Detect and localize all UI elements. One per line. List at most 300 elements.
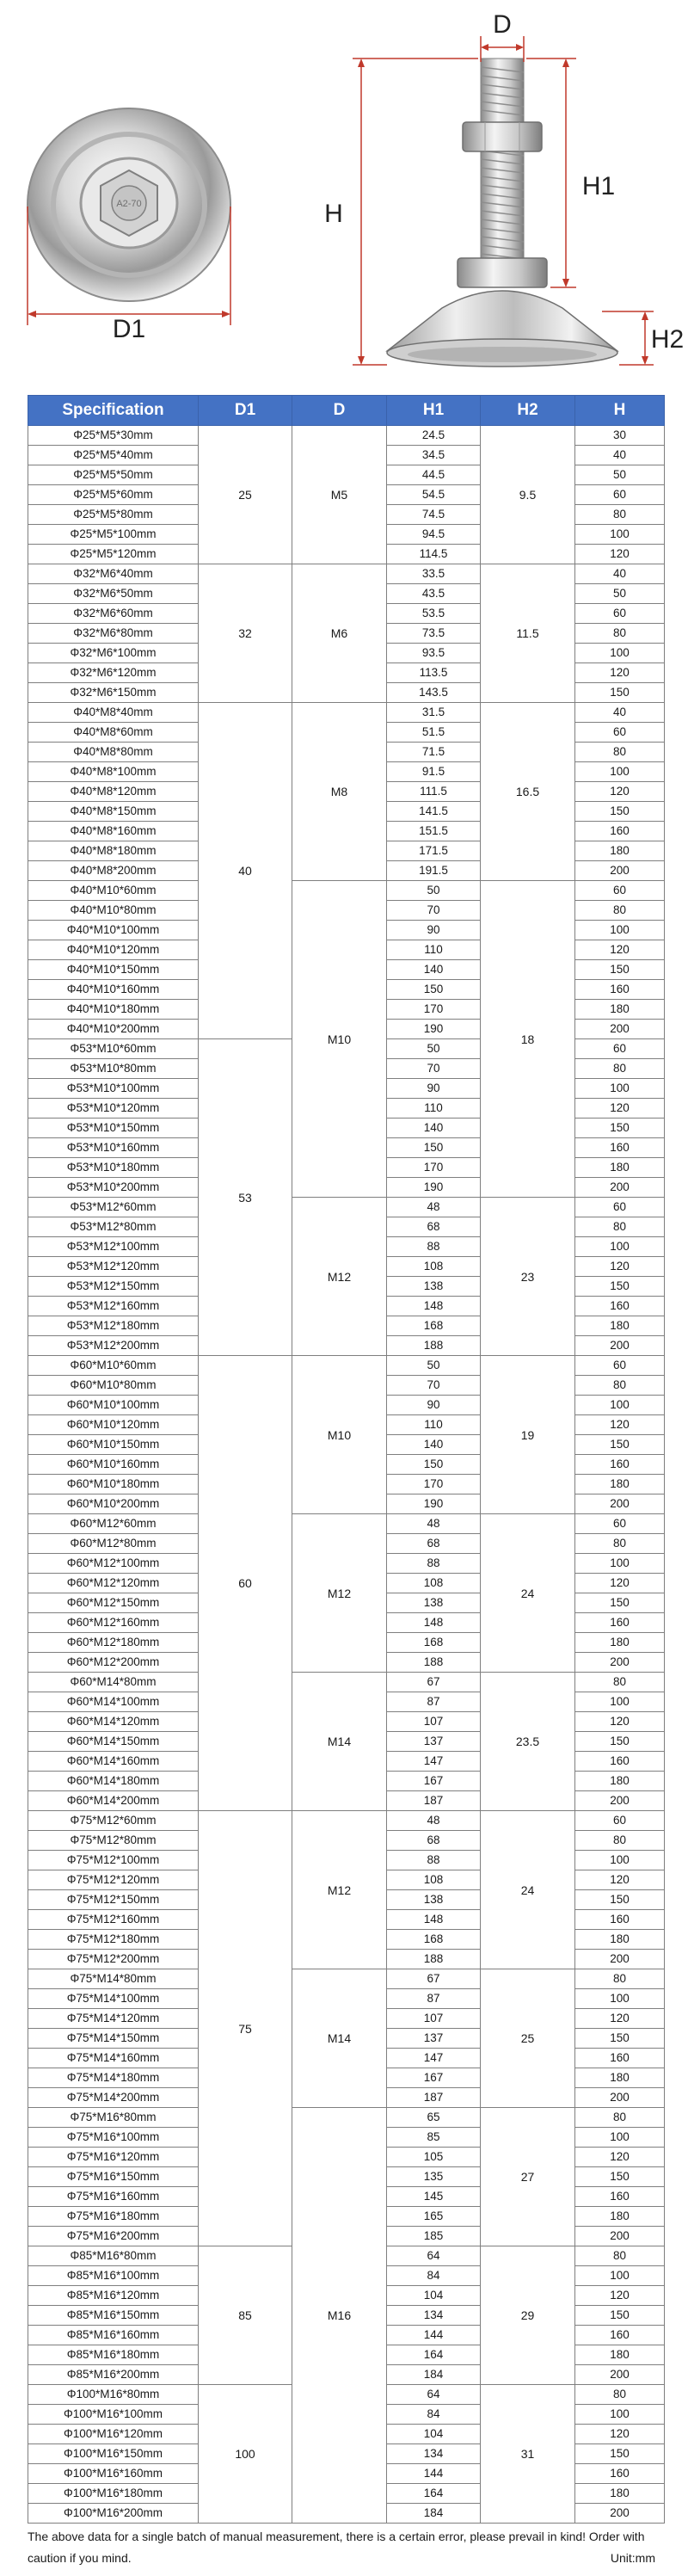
h-cell: 100	[575, 525, 665, 545]
h-cell: 80	[575, 743, 665, 762]
specification-cell: Φ40*M10*180mm	[28, 1000, 199, 1020]
specification-cell: Φ75*M12*180mm	[28, 1930, 199, 1950]
specification-cell: Φ75*M14*80mm	[28, 1969, 199, 1989]
h-cell: 60	[575, 1356, 665, 1376]
h2-cell: 18	[481, 881, 575, 1198]
h1-cell: 87	[387, 1989, 481, 2009]
h-cell: 60	[575, 881, 665, 901]
h-cell: 80	[575, 1673, 665, 1692]
d-cell: M12	[292, 1811, 387, 1969]
h1-cell: 164	[387, 2484, 481, 2504]
h1-cell: 54.5	[387, 485, 481, 505]
footer	[28, 2526, 664, 2569]
table-row	[28, 2108, 665, 2128]
h2-cell: 25	[481, 1969, 575, 2108]
h1-cell: 141.5	[387, 802, 481, 822]
h1-cell: 68	[387, 1831, 481, 1851]
h1-cell: 168	[387, 1930, 481, 1950]
d-cell: M10	[292, 881, 387, 1198]
specification-cell: Φ75*M14*150mm	[28, 2029, 199, 2049]
h-cell: 150	[575, 802, 665, 822]
specification-cell: Φ40*M10*60mm	[28, 881, 199, 901]
h1-label: H1	[581, 172, 616, 200]
specification-cell: Φ60*M12*80mm	[28, 1534, 199, 1554]
h-cell: 180	[575, 1633, 665, 1653]
specification-cell: Φ40*M8*150mm	[28, 802, 199, 822]
h-cell: 100	[575, 1237, 665, 1257]
d1-cell: 32	[199, 564, 292, 703]
specification-cell: Φ75*M14*200mm	[28, 2088, 199, 2108]
h-cell: 180	[575, 2207, 665, 2227]
h1-cell: 90	[387, 1079, 481, 1099]
h1-cell: 67	[387, 1969, 481, 1989]
h-cell: 100	[575, 1692, 665, 1712]
specification-cell: Φ75*M12*100mm	[28, 1851, 199, 1870]
d-cell: M10	[292, 1356, 387, 1514]
h1-cell: 110	[387, 1099, 481, 1119]
specification-cell: Φ60*M10*80mm	[28, 1376, 199, 1396]
specification-cell: Φ100*M16*200mm	[28, 2504, 199, 2524]
specification-cell: Φ60*M14*150mm	[28, 1732, 199, 1752]
h-cell: 120	[575, 1870, 665, 1890]
h-cell: 60	[575, 485, 665, 505]
specification-cell: Φ40*M10*120mm	[28, 940, 199, 960]
specification-cell: Φ25*M5*100mm	[28, 525, 199, 545]
specification-cell: Φ53*M10*160mm	[28, 1138, 199, 1158]
h-cell: 60	[575, 1198, 665, 1217]
specification-cell: Φ32*M6*100mm	[28, 644, 199, 663]
h1-cell: 168	[387, 1633, 481, 1653]
h1-cell: 71.5	[387, 743, 481, 762]
h-cell: 100	[575, 2128, 665, 2148]
h2-cell: 27	[481, 2108, 575, 2246]
h-cell: 150	[575, 2029, 665, 2049]
h1-cell: 108	[387, 1870, 481, 1890]
h1-cell: 104	[387, 2286, 481, 2306]
specification-cell: Φ53*M10*120mm	[28, 1099, 199, 1119]
h-cell: 160	[575, 1138, 665, 1158]
h1-cell: 110	[387, 1415, 481, 1435]
h-cell: 120	[575, 1415, 665, 1435]
h1-cell: 140	[387, 1119, 481, 1138]
h-cell: 160	[575, 980, 665, 1000]
h-cell: 80	[575, 1534, 665, 1554]
h1-cell: 44.5	[387, 465, 481, 485]
h1-cell: 164	[387, 2345, 481, 2365]
h1-cell: 50	[387, 1039, 481, 1059]
h1-cell: 51.5	[387, 723, 481, 743]
h1-cell: 84	[387, 2405, 481, 2425]
h1-cell: 170	[387, 1000, 481, 1020]
h1-cell: 165	[387, 2207, 481, 2227]
h2-label: H2	[650, 325, 685, 354]
h-cell: 200	[575, 1791, 665, 1811]
specification-cell: Φ85*M16*100mm	[28, 2266, 199, 2286]
h-cell: 160	[575, 2049, 665, 2068]
specification-cell: Φ100*M16*160mm	[28, 2464, 199, 2484]
h-cell: 200	[575, 1950, 665, 1969]
table-row	[28, 1198, 665, 1217]
h1-cell: 138	[387, 1593, 481, 1613]
h-cell: 60	[575, 1811, 665, 1831]
top-view-disc	[28, 108, 230, 301]
h1-cell: 70	[387, 1376, 481, 1396]
h1-cell: 84	[387, 2266, 481, 2286]
h1-cell: 137	[387, 2029, 481, 2049]
table-row	[28, 1969, 665, 1989]
h1-cell: 144	[387, 2464, 481, 2484]
h-cell: 150	[575, 1435, 665, 1455]
d-cell: M16	[292, 2108, 387, 2524]
specification-cell: Φ40*M8*180mm	[28, 841, 199, 861]
h-cell: 150	[575, 1119, 665, 1138]
h-cell: 80	[575, 1376, 665, 1396]
specification-cell: Φ60*M14*120mm	[28, 1712, 199, 1732]
h1-cell: 50	[387, 1356, 481, 1376]
h1-cell: 134	[387, 2306, 481, 2326]
h2-cell: 19	[481, 1356, 575, 1514]
h2-cell: 24	[481, 1514, 575, 1673]
h-cell: 40	[575, 446, 665, 465]
h1-cell: 43.5	[387, 584, 481, 604]
specification-cell: Φ85*M16*150mm	[28, 2306, 199, 2326]
specification-cell: Φ85*M16*200mm	[28, 2365, 199, 2385]
header-h: H	[575, 396, 665, 426]
specification-cell: Φ53*M12*180mm	[28, 1316, 199, 1336]
d-cell: M12	[292, 1514, 387, 1673]
d1-cell: 85	[199, 2246, 292, 2385]
h1-cell: 107	[387, 1712, 481, 1732]
h-cell: 60	[575, 723, 665, 743]
h1-cell: 138	[387, 1277, 481, 1297]
h1-cell: 48	[387, 1811, 481, 1831]
specification-cell: Φ40*M8*100mm	[28, 762, 199, 782]
h1-cell: 108	[387, 1257, 481, 1277]
table-row	[28, 564, 665, 584]
specification-cell: Φ53*M10*60mm	[28, 1039, 199, 1059]
h-cell: 160	[575, 2464, 665, 2484]
h-cell: 80	[575, 2246, 665, 2266]
h-cell: 120	[575, 782, 665, 802]
h-cell: 160	[575, 1455, 665, 1475]
h1-cell: 93.5	[387, 644, 481, 663]
d-label: D	[493, 10, 512, 39]
h1-cell: 73.5	[387, 624, 481, 644]
h1-cell: 187	[387, 2088, 481, 2108]
specification-cell: Φ75*M12*160mm	[28, 1910, 199, 1930]
header-specification: Specification	[28, 396, 199, 426]
specification-cell: Φ85*M16*120mm	[28, 2286, 199, 2306]
specification-cell: Φ25*M5*50mm	[28, 465, 199, 485]
specification-cell: Φ100*M16*120mm	[28, 2425, 199, 2444]
h-cell: 160	[575, 822, 665, 841]
specification-cell: Φ60*M10*60mm	[28, 1356, 199, 1376]
specification-cell: Φ75*M14*120mm	[28, 2009, 199, 2029]
h-cell: 80	[575, 624, 665, 644]
h1-cell: 148	[387, 1613, 481, 1633]
specification-table-container	[28, 395, 664, 2524]
h1-cell: 147	[387, 2049, 481, 2068]
specification-cell: Φ40*M8*40mm	[28, 703, 199, 723]
table-header-row	[28, 396, 665, 426]
h1-cell: 134	[387, 2444, 481, 2464]
specification-cell: Φ53*M12*160mm	[28, 1297, 199, 1316]
h-cell: 120	[575, 1257, 665, 1277]
h-cell: 120	[575, 1099, 665, 1119]
h-cell: 180	[575, 2484, 665, 2504]
specification-cell: Φ40*M8*200mm	[28, 861, 199, 881]
h1-cell: 148	[387, 1910, 481, 1930]
h1-cell: 31.5	[387, 703, 481, 723]
specification-cell: Φ85*M16*80mm	[28, 2246, 199, 2266]
h2-cell: 29	[481, 2246, 575, 2385]
h2-cell: 24	[481, 1811, 575, 1969]
d-cell: M12	[292, 1198, 387, 1356]
h-cell: 120	[575, 1712, 665, 1732]
h-cell: 120	[575, 663, 665, 683]
h1-cell: 190	[387, 1178, 481, 1198]
unit-label: Unit:mm	[610, 2551, 655, 2565]
h-cell: 150	[575, 2444, 665, 2464]
h-cell: 180	[575, 2068, 665, 2088]
h1-cell: 135	[387, 2167, 481, 2187]
h-cell: 200	[575, 1336, 665, 1356]
table-row	[28, 426, 665, 446]
specification-cell: Φ32*M6*150mm	[28, 683, 199, 703]
specification-cell: Φ40*M8*80mm	[28, 743, 199, 762]
h-cell: 100	[575, 762, 665, 782]
specification-cell: Φ100*M16*80mm	[28, 2385, 199, 2405]
h1-cell: 167	[387, 1772, 481, 1791]
h1-cell: 87	[387, 1692, 481, 1712]
h1-cell: 107	[387, 2009, 481, 2029]
specification-cell: Φ40*M10*100mm	[28, 921, 199, 940]
d-cell: M5	[292, 426, 387, 564]
specification-cell: Φ60*M14*100mm	[28, 1692, 199, 1712]
h1-cell: 188	[387, 1950, 481, 1969]
h-cell: 80	[575, 1969, 665, 1989]
h-cell: 150	[575, 683, 665, 703]
h-cell: 180	[575, 1772, 665, 1791]
h1-cell: 188	[387, 1653, 481, 1673]
h1-cell: 108	[387, 1574, 481, 1593]
h1-cell: 140	[387, 960, 481, 980]
specification-cell: Φ40*M10*200mm	[28, 1020, 199, 1039]
h-cell: 100	[575, 921, 665, 940]
specification-cell: Φ75*M14*100mm	[28, 1989, 199, 2009]
header-h1: H1	[387, 396, 481, 426]
specification-cell: Φ32*M6*60mm	[28, 604, 199, 624]
specification-cell: Φ85*M16*180mm	[28, 2345, 199, 2365]
h-cell: 150	[575, 2306, 665, 2326]
specification-table	[28, 395, 665, 2524]
specification-cell: Φ25*M5*40mm	[28, 446, 199, 465]
h-cell: 200	[575, 861, 665, 881]
h-cell: 180	[575, 1158, 665, 1178]
h2-dimension	[602, 311, 684, 365]
h-cell: 40	[575, 564, 665, 584]
specification-cell: Φ60*M12*60mm	[28, 1514, 199, 1534]
d-cell: M8	[292, 703, 387, 881]
h-cell: 80	[575, 2385, 665, 2405]
specification-cell: Φ53*M12*60mm	[28, 1198, 199, 1217]
specification-cell: Φ75*M12*80mm	[28, 1831, 199, 1851]
d1-label: D1	[112, 315, 146, 343]
h-cell: 200	[575, 2504, 665, 2524]
h1-cell: 113.5	[387, 663, 481, 683]
h1-cell: 64	[387, 2246, 481, 2266]
h-cell: 120	[575, 2286, 665, 2306]
d1-cell: 100	[199, 2385, 292, 2524]
h1-cell: 171.5	[387, 841, 481, 861]
specification-cell: Φ75*M14*180mm	[28, 2068, 199, 2088]
specification-cell: Φ100*M16*180mm	[28, 2484, 199, 2504]
specification-cell: Φ75*M16*100mm	[28, 2128, 199, 2148]
specification-cell: Φ60*M14*80mm	[28, 1673, 199, 1692]
h1-cell: 191.5	[387, 861, 481, 881]
specification-cell: Φ60*M10*160mm	[28, 1455, 199, 1475]
h1-cell: 151.5	[387, 822, 481, 841]
h1-cell: 150	[387, 980, 481, 1000]
h1-cell: 111.5	[387, 782, 481, 802]
h1-cell: 110	[387, 940, 481, 960]
h-cell: 150	[575, 960, 665, 980]
h-cell: 160	[575, 2187, 665, 2207]
specification-cell: Φ25*M5*30mm	[28, 426, 199, 446]
h-cell: 150	[575, 1890, 665, 1910]
h1-cell: 70	[387, 1059, 481, 1079]
h1-cell: 143.5	[387, 683, 481, 703]
specification-cell: Φ60*M12*160mm	[28, 1613, 199, 1633]
h-cell: 180	[575, 1316, 665, 1336]
table-row	[28, 1673, 665, 1692]
h-cell: 200	[575, 2365, 665, 2385]
h1-dimension	[526, 59, 615, 287]
h1-cell: 185	[387, 2227, 481, 2246]
h-cell: 30	[575, 426, 665, 446]
h1-cell: 145	[387, 2187, 481, 2207]
specification-cell: Φ75*M16*160mm	[28, 2187, 199, 2207]
h1-cell: 48	[387, 1514, 481, 1534]
specification-cell: Φ75*M16*120mm	[28, 2148, 199, 2167]
h1-cell: 65	[387, 2108, 481, 2128]
specification-cell: Φ53*M12*120mm	[28, 1257, 199, 1277]
h-cell: 80	[575, 2108, 665, 2128]
h1-cell: 68	[387, 1217, 481, 1237]
h-cell: 100	[575, 1554, 665, 1574]
product-drawings	[0, 0, 688, 396]
h2-cell: 31	[481, 2385, 575, 2524]
h1-cell: 144	[387, 2326, 481, 2345]
table-body	[28, 426, 665, 2524]
h2-cell: 11.5	[481, 564, 575, 703]
specification-cell: Φ85*M16*160mm	[28, 2326, 199, 2345]
h-cell: 150	[575, 1593, 665, 1613]
h1-cell: 138	[387, 1890, 481, 1910]
specification-cell: Φ75*M12*200mm	[28, 1950, 199, 1969]
h-cell: 150	[575, 2167, 665, 2187]
specification-cell: Φ75*M12*60mm	[28, 1811, 199, 1831]
h1-cell: 150	[387, 1138, 481, 1158]
h1-cell: 48	[387, 1198, 481, 1217]
h-cell: 200	[575, 2088, 665, 2108]
h1-cell: 184	[387, 2504, 481, 2524]
h-cell: 80	[575, 1217, 665, 1237]
table-row	[28, 703, 665, 723]
specification-cell: Φ25*M5*60mm	[28, 485, 199, 505]
h1-cell: 68	[387, 1534, 481, 1554]
h-cell: 160	[575, 1910, 665, 1930]
h-cell: 120	[575, 2425, 665, 2444]
table-row	[28, 881, 665, 901]
h-cell: 100	[575, 1989, 665, 2009]
h-cell: 50	[575, 465, 665, 485]
h1-cell: 148	[387, 1297, 481, 1316]
specification-cell: Φ60*M14*200mm	[28, 1791, 199, 1811]
h-cell: 80	[575, 1059, 665, 1079]
h1-cell: 190	[387, 1494, 481, 1514]
specification-cell: Φ60*M10*200mm	[28, 1494, 199, 1514]
header-h2: H2	[481, 396, 575, 426]
h-cell: 150	[575, 1732, 665, 1752]
h-cell: 100	[575, 2405, 665, 2425]
d-cell: M14	[292, 1673, 387, 1811]
h-cell: 160	[575, 2326, 665, 2345]
specification-cell: Φ53*M12*100mm	[28, 1237, 199, 1257]
h1-cell: 188	[387, 1336, 481, 1356]
h1-cell: 187	[387, 1791, 481, 1811]
h-cell: 80	[575, 901, 665, 921]
h1-cell: 94.5	[387, 525, 481, 545]
header-d: D	[292, 396, 387, 426]
h-cell: 200	[575, 1020, 665, 1039]
specification-cell: Φ60*M10*120mm	[28, 1415, 199, 1435]
specification-cell: Φ40*M10*150mm	[28, 960, 199, 980]
specification-cell: Φ75*M16*150mm	[28, 2167, 199, 2187]
d1-cell: 53	[199, 1039, 292, 1356]
h-cell: 120	[575, 545, 665, 564]
h-cell: 180	[575, 1000, 665, 1020]
specification-cell: Φ60*M12*180mm	[28, 1633, 199, 1653]
d1-cell: 25	[199, 426, 292, 564]
d-cell: M14	[292, 1969, 387, 2108]
h1-cell: 137	[387, 1732, 481, 1752]
h-cell: 120	[575, 1574, 665, 1593]
specification-cell: Φ75*M16*80mm	[28, 2108, 199, 2128]
table-row	[28, 1514, 665, 1534]
h-cell: 160	[575, 1613, 665, 1633]
h1-cell: 50	[387, 881, 481, 901]
specification-cell: Φ75*M12*150mm	[28, 1890, 199, 1910]
specification-cell: Φ53*M12*200mm	[28, 1336, 199, 1356]
specification-cell: Φ32*M6*50mm	[28, 584, 199, 604]
h-cell: 40	[575, 703, 665, 723]
h2-cell: 9.5	[481, 426, 575, 564]
specification-cell: Φ32*M6*40mm	[28, 564, 199, 584]
specification-cell: Φ32*M6*120mm	[28, 663, 199, 683]
h1-cell: 168	[387, 1316, 481, 1336]
d1-cell: 75	[199, 1811, 292, 2246]
h1-cell: 104	[387, 2425, 481, 2444]
h-cell: 100	[575, 2266, 665, 2286]
h-cell: 200	[575, 1178, 665, 1198]
header-d1: D1	[199, 396, 292, 426]
h-cell: 200	[575, 1653, 665, 1673]
specification-cell: Φ100*M16*150mm	[28, 2444, 199, 2464]
h1-cell: 150	[387, 1455, 481, 1475]
specification-cell: Φ53*M10*80mm	[28, 1059, 199, 1079]
h1-cell: 90	[387, 921, 481, 940]
